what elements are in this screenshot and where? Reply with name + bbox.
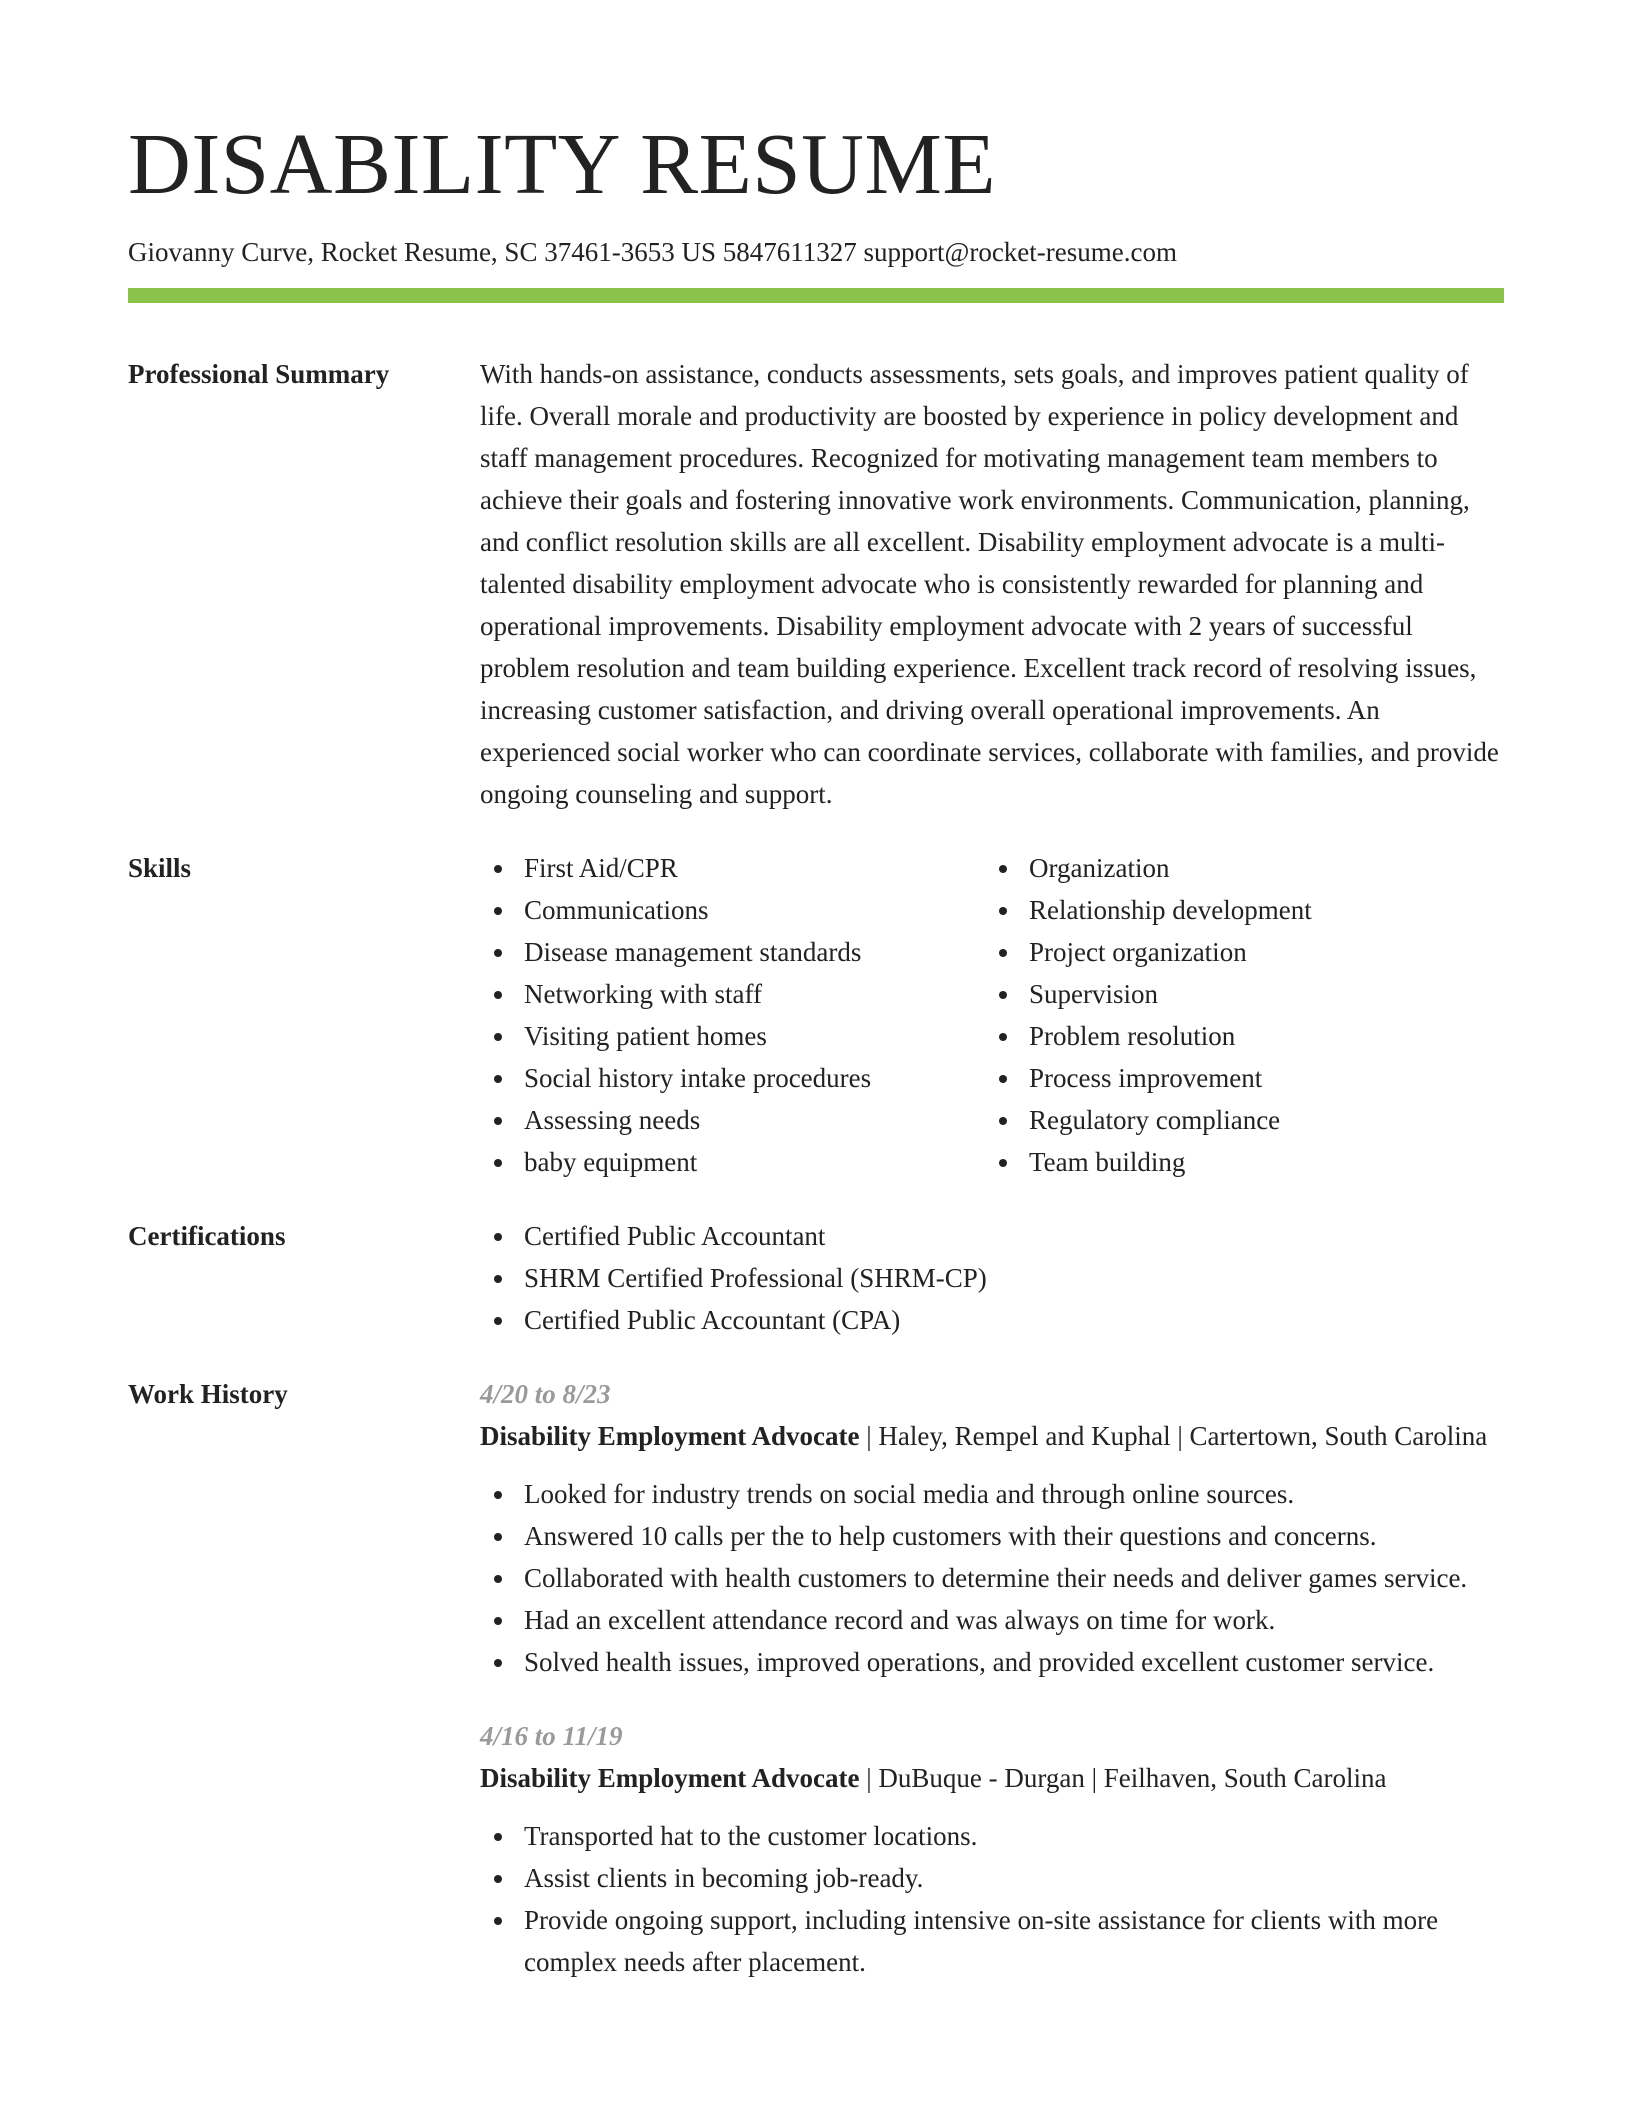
skill-item: Disease management standards [480,931,985,973]
job-heading [480,1757,1504,1799]
skill-item: Organization [985,847,1490,889]
contact-line: Giovanny Curve, Rocket Resume, SC 37461-3653 US 5847611327 support@rocket-resume.com [128,237,1177,267]
skill-item: Project organization [985,931,1490,973]
job-duties-list [480,1473,1504,1683]
certifications-list [480,1215,1504,1341]
skill-item: Social history intake procedures [480,1057,985,1099]
skills-list-left [480,847,985,1183]
summary-section [128,353,1504,847]
job-duty: Collaborated with health customers to determine their needs and deliver games service. [480,1557,1504,1599]
job-duty: Assist clients in becoming job-ready. [480,1857,1504,1899]
job-heading [480,1415,1504,1457]
accent-divider [128,288,1504,303]
section-label-certifications: Certifications [128,1221,286,1252]
skill-item: Networking with staff [480,973,985,1015]
resume-title: DISABILITY RESUME [128,115,997,212]
skill-item: Assessing needs [480,1099,985,1141]
job-entry [480,1373,1504,1683]
skills-section [128,847,1504,1183]
job-duty: Solved health issues, improved operations, and provided excellent customer service. [480,1641,1504,1683]
skill-item: Relationship development [985,889,1490,931]
job-employer-location: | Haley, Rempel and Kuphal | Cartertown, South Carolina [859,1421,1488,1452]
skill-item: Supervision [985,973,1490,1015]
skill-item: Communications [480,889,985,931]
work-history-section [128,1373,1504,2015]
skill-item: Problem resolution [985,1015,1490,1057]
summary-text: With hands-on assistance, conducts assessments, sets goals, and improves patient quality of life. Overall morale and productivity are boosted by experience in policy development and staff management procedures. Recognized for motivating management team members to achieve their goals and fostering innovative work environments. Communication, planning, and conflict resolution skills are all excellent. Disability employment advocate is a multi-talented disability employment advocate who is consistently rewarded for planning and operational improvements. Disability employment advocate with 2 years of successful problem resolution and team building experience. Excellent track record of resolving issues, increasing customer satisfaction, and driving overall operational improvements. An experienced social worker who can coordinate services, collaborate with families, and provide ongoing counseling and support. [480,359,1499,810]
skills-list-right [985,847,1490,1183]
skill-item: Regulatory compliance [985,1099,1490,1141]
certification-item: Certified Public Accountant [480,1215,1504,1257]
job-duty: Answered 10 calls per the to help customers with their questions and concerns. [480,1515,1504,1557]
skill-item: baby equipment [480,1141,985,1183]
job-dates: 4/20 to 8/23 [480,1379,611,1410]
job-duties-list [480,1815,1504,1983]
section-label-summary: Professional Summary [128,359,390,390]
certifications-section [128,1215,1504,1341]
section-label-work-history: Work History [128,1379,288,1410]
skill-item: Process improvement [985,1057,1490,1099]
job-duty: Looked for industry trends on social media and through online sources. [480,1473,1504,1515]
job-duty: Provide ongoing support, including intensive on-site assistance for clients with more complex needs after placement. [480,1899,1504,1983]
job-dates: 4/16 to 11/19 [480,1721,623,1752]
job-entry [480,1715,1504,1983]
job-employer-location: | DuBuque - Durgan | Feilhaven, South Carolina [859,1763,1387,1794]
job-title: Disability Employment Advocate [480,1763,860,1794]
job-title: Disability Employment Advocate [480,1421,860,1452]
skill-item: Visiting patient homes [480,1015,985,1057]
section-label-skills: Skills [128,853,192,884]
job-duty: Transported hat to the customer locations. [480,1815,1504,1857]
skill-item: Team building [985,1141,1490,1183]
certification-item: SHRM Certified Professional (SHRM-CP) [480,1257,1504,1299]
job-duty: Had an excellent attendance record and was always on time for work. [480,1599,1504,1641]
certification-item: Certified Public Accountant (CPA) [480,1299,1504,1341]
skill-item: First Aid/CPR [480,847,985,889]
